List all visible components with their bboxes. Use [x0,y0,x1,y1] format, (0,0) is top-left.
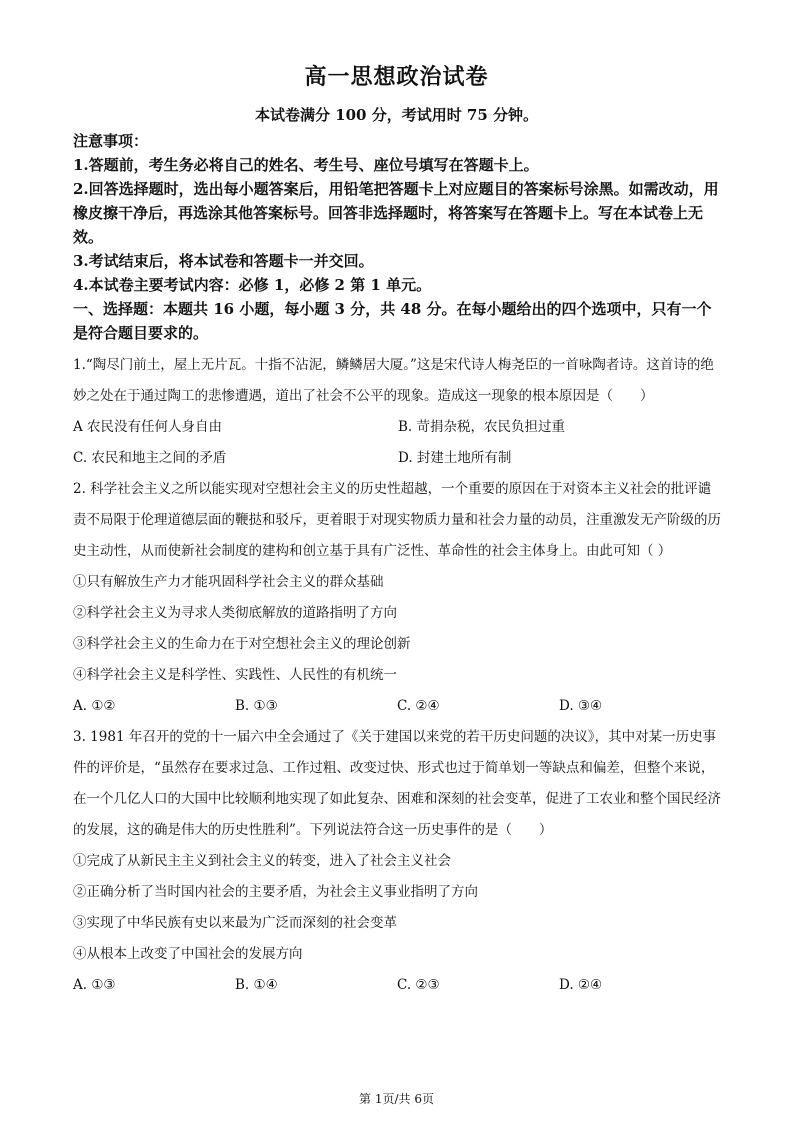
options-row [73,691,723,722]
option-d: D. ③④ [559,698,603,714]
question-stem: 3. 1981 年召开的党的十一届六中全会通过了《关于建国以来党的若干历史问题的决议》，其中对某一历史事件的评价是，“虽然存在要求过急、工作过粗、改变过快、形式也过于简单划一等缺点和偏差，但整个来说，在一个几亿人口的大国中比较顺利地实现了如此复杂、困难和深刻的社会变革，促进了工农业和整个国民经济的发展，这的确是伟大的历史性胜利”。下列说法符合这一历史事件的是（ ） [73,729,721,838]
exam-info: 本试卷满分 100 分，考试用时 75 分钟。 [254,106,539,124]
statement: ③实现了中华民族有史以来最为广泛而深刻的社会变革 [73,915,397,931]
option-c: C. 农民和地主之间的矛盾 [73,450,227,466]
option-b: B. 苛捐杂税，农民负担过重 [398,419,566,435]
option-a: A. ①③ [73,977,116,993]
statement: ①完成了从新民主主义到社会主义的转变，进入了社会主义社会 [73,853,451,869]
option-a: A. ①② [73,698,116,714]
question-2 [73,474,723,722]
options-row [73,412,723,443]
question-1 [73,350,723,474]
question-3 [73,722,723,1001]
question-stem: 2. 科学社会主义之所以能实现对空想社会主义的历史性超越，一个重要的原因在于对资本主义社会的批评谴责不局限于伦理道德层面的鞭挞和驳斥，更着眼于对现实物质力量和社会力量的动员，注重激发无产阶级的历史主动性，从而使新社会制度的建构和创立基于具有广泛性、革命性的社会主体身上。由此可知（ ） [73,481,721,559]
options-row [73,443,723,474]
option-a: A 农民没有任何人身自由 [73,419,223,435]
statement: ④从根本上改变了中国社会的发展方向 [73,946,303,962]
option-d: D. 封建土地所有制 [398,450,512,466]
option-d: D. ②④ [559,977,603,993]
option-b: B. ①④ [235,977,278,993]
note-item: 3.考试结束后，将本试卷和答题卡一并交回。 [73,252,374,270]
page-number: 第 1页/共 6页 [359,1092,434,1106]
statement: ③科学社会主义的生命力在于对空想社会主义的理论创新 [73,636,411,652]
statement: ②科学社会主义为寻求人类彻底解放的道路指明了方向 [73,605,397,621]
options-row [73,970,723,1001]
statement: ②正确分析了当时国内社会的主要矛盾，为社会主义事业指明了方向 [73,884,478,900]
section-heading: 一、选择题：本题共 16 小题，每小题 3 分，共 48 分。在每小题给出的四个选项中，只有一个是符合题目要求的。 [73,300,712,342]
option-c: C. ②③ [397,977,440,993]
note-item: 1.答题前，考生务必将自己的姓名、考生号、座位号填写在答题卡上。 [73,156,539,174]
question-stem: 1.“陶尽门前土，屋上无片瓦。十指不沾泥，鳞鳞居大厦。”这是宋代诗人梅尧臣的一首咏陶者诗。这首诗的绝妙之处在于通过陶工的悲惨遭遇，道出了社会不公平的现象。造成这一现象的根本原因是（ ） [73,357,714,404]
note-item: 4.本试卷主要考试内容：必修 1，必修 2 第 1 单元。 [73,276,432,294]
notes-section [73,129,723,345]
note-item: 2.回答选择题时，选出每小题答案后，用铅笔把答题卡上对应题目的答案标号涂黑。如需改动，用橡皮擦干净后，再选涂其他答案标号。回答非选择题时，将答案写在答题卡上。写在本试卷上无效。 [73,180,719,246]
statement: ①只有解放生产力才能巩固科学社会主义的群众基础 [73,574,384,590]
page-title: 高一思想政治试卷 [304,64,489,90]
notes-heading: 注意事项： [73,132,149,150]
option-b: B. ①③ [235,698,278,714]
option-c: C. ②④ [397,698,440,714]
statement: ④科学社会主义是科学性、实践性、人民性的有机统一 [73,667,397,683]
